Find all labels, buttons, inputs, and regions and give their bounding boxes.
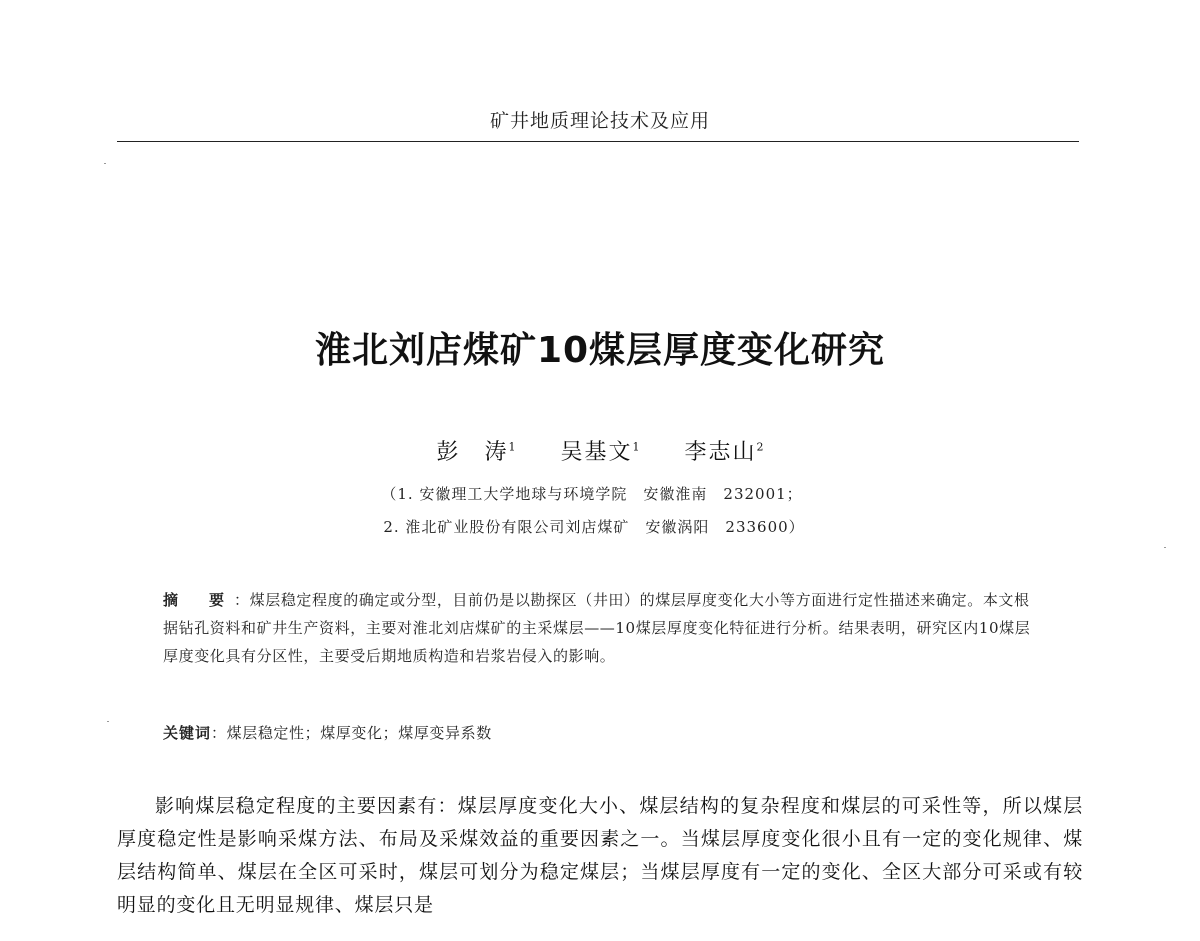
header-rule bbox=[117, 141, 1079, 142]
scan-speck bbox=[104, 163, 106, 164]
author-affiliation-mark: 1 bbox=[508, 440, 516, 454]
author-list bbox=[0, 435, 1200, 466]
body-paragraph: 影响煤层稳定程度的主要因素有：煤层厚度变化大小、煤层结构的复杂程度和煤层的可采性等，所以煤层厚度稳定性是影响采煤方法、布局及采煤效益的重要因素之一。当煤层厚度变化很小且有一定的变化规律、煤层结构简单、煤层在全区可采时，煤层可划分为稳定煤层；当煤层厚度有一定的变化、全区大部分可采或有较明显的变化且无明显规律、煤层只是 bbox=[117, 795, 1083, 916]
author-affiliation-mark: 1 bbox=[632, 440, 640, 454]
scan-speck bbox=[107, 721, 109, 722]
keywords-text: ：煤层稳定性；煤厚变化；煤厚变异系数 bbox=[211, 724, 492, 742]
author-affiliation-mark: 2 bbox=[756, 440, 764, 454]
keywords-label: 关键词 bbox=[163, 724, 212, 742]
author-name: 彭 涛 bbox=[436, 440, 509, 465]
affiliation-line: （1. 安徽理工大学地球与环境学院 安徽淮南 232001； bbox=[381, 485, 803, 503]
author bbox=[685, 435, 764, 466]
abstract-text: ：煤层稳定程度的确定或分型，目前仍是以勘探区（井田）的煤层厚度变化大小等方面进行定性描述来确定。本文根据钻孔资料和矿井生产资料，主要对淮北刘店煤矿的主采煤层——10煤层厚度变化特征进行分析。结果表明，研究区内10煤层厚度变化具有分区性，主要受后期地质构造和岩浆岩侵入的影响。 bbox=[163, 591, 1031, 665]
abstract bbox=[163, 586, 1038, 670]
keywords bbox=[163, 722, 1038, 743]
scan-speck bbox=[1164, 547, 1166, 548]
author bbox=[436, 435, 515, 466]
running-header: 矿井地质理论技术及应用 bbox=[489, 110, 710, 132]
author-name: 吴基文 bbox=[560, 440, 633, 465]
abstract-label: 摘 要 bbox=[163, 591, 233, 609]
affiliation-line: 2. 淮北矿业股份有限公司刘店煤矿 安徽涡阳 233600） bbox=[383, 518, 805, 536]
author-name: 李志山 bbox=[684, 440, 757, 465]
author bbox=[560, 435, 639, 466]
paper-title: 淮北刘店煤矿10煤层厚度变化研究 bbox=[314, 330, 886, 371]
